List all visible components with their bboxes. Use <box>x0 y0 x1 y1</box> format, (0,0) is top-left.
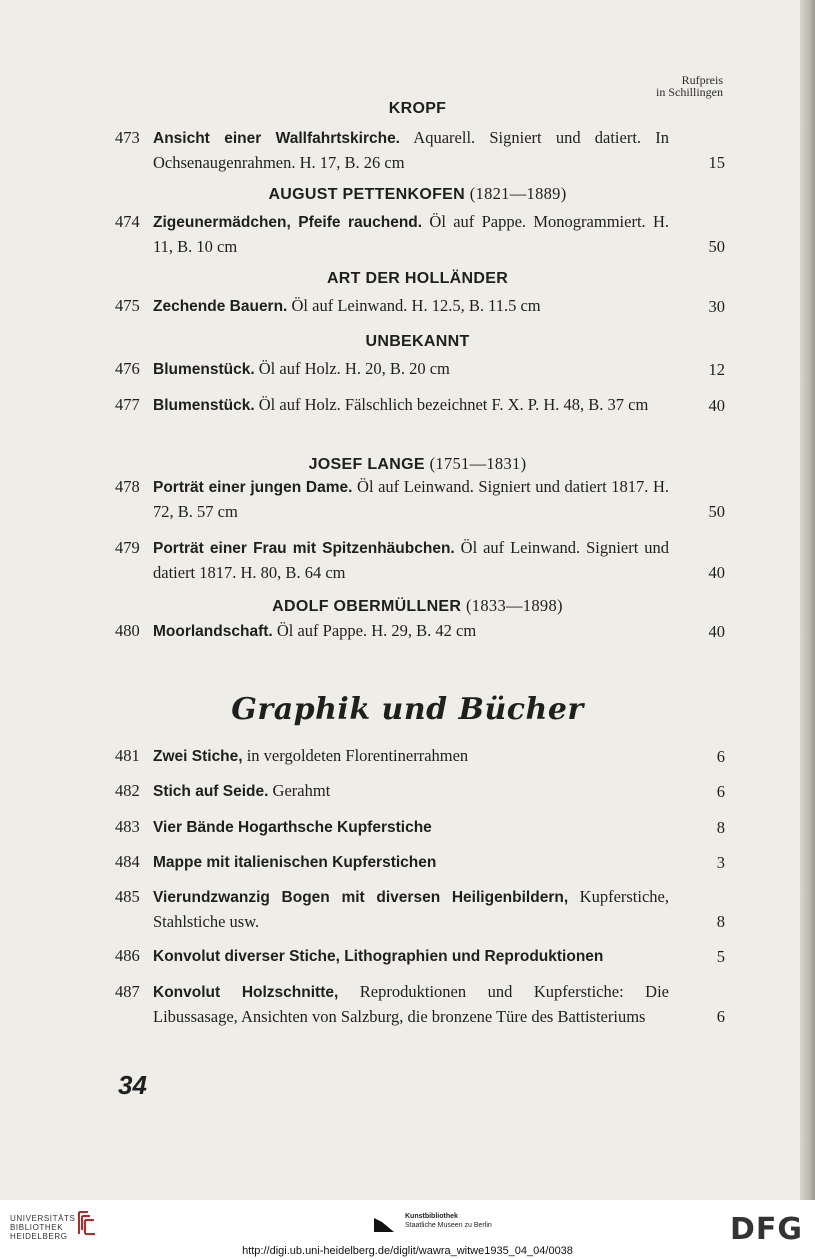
lot-entry <box>115 779 725 804</box>
artist-dates: (1833—1898) <box>466 596 563 615</box>
price-header-line1: Rufpreis <box>681 73 723 87</box>
lot-description: Öl auf Pappe. Monogrammiert. H. 11, B. 10 cm <box>153 212 670 256</box>
lot-entry <box>115 393 725 418</box>
lot-title: Blumenstück. <box>153 361 255 378</box>
lot-description: Gerahmt <box>268 781 331 800</box>
lot-number: 484 <box>115 852 140 871</box>
dfg-logo: DFG <box>729 1212 803 1247</box>
section-heading <box>115 100 720 118</box>
lot-description: Öl auf Leinwand. H. 12.5, B. 11.5 cm <box>287 296 541 315</box>
lot-number: 476 <box>115 359 140 378</box>
uni-line: BIBLIOTHEK <box>10 1223 64 1232</box>
price-header-line2: in Schillingen <box>656 85 723 99</box>
lot-entry <box>115 980 725 1029</box>
lot-number: 483 <box>115 817 140 836</box>
lot-number: 473 <box>115 128 140 147</box>
artist-dates: (1821—1889) <box>469 184 567 203</box>
section-heading <box>115 454 720 474</box>
lot-title: Porträt einer Frau mit Spitzenhäubchen. <box>153 540 455 557</box>
lot-title: Mappe mit italienischen Kupferstichen <box>153 854 437 871</box>
lot-description: Öl auf Holz. Fälschlich bezeichnet F. X. P. H. 48, B. 37 cm <box>254 395 649 414</box>
lot-description: Reproduktionen und Kupferstiche: Die Libussasage, Ansichten von Salzburg, die bronzene Türe des Battisteriums <box>153 982 669 1026</box>
lot-price: 40 <box>708 622 725 641</box>
lot-title: Vier Bände Hogarthsche Kupferstiche <box>153 819 432 836</box>
book-spine-edge <box>800 0 815 1200</box>
lot-number: 486 <box>115 946 140 965</box>
lot-entry <box>115 536 725 585</box>
lot-description: Öl auf Pappe. H. 29, B. 42 cm <box>272 621 477 640</box>
kb-title: Kunstbibliothek <box>405 1213 458 1220</box>
lot-entry <box>115 850 725 875</box>
page-number: 34 <box>118 1070 147 1100</box>
lot-price: 8 <box>716 912 725 931</box>
lot-number: 478 <box>115 477 140 496</box>
lot-title: Zigeunermädchen, Pfeife rauchend. <box>153 214 423 231</box>
lot-entry <box>115 357 725 382</box>
lot-description: Öl auf Leinwand. Signiert und datiert 1817. H. 72, B. 57 cm <box>153 477 669 521</box>
lot-number: 481 <box>115 746 140 765</box>
lot-entry <box>115 126 725 175</box>
university-library-label <box>10 1214 75 1241</box>
lot-entry <box>115 294 725 319</box>
lot-number: 475 <box>115 296 140 315</box>
lot-price: 6 <box>716 1007 725 1026</box>
lot-title: Stich auf Seide. <box>153 783 269 800</box>
lot-title: Moorlandschaft. <box>153 623 273 640</box>
lot-title: Vierundzwanzig Bogen mit diversen Heiligenbildern, <box>153 889 569 906</box>
lot-title: Konvolut diverser Stiche, Lithographien und Reproduktionen <box>153 948 604 965</box>
lot-number: 474 <box>115 212 140 231</box>
lot-title: Zwei Stiche, <box>153 748 243 765</box>
artist-name: ART DER HOLLÄNDER <box>326 270 509 287</box>
lot-price: 5 <box>716 947 725 966</box>
lot-entry <box>115 944 725 969</box>
artist-name: JOSEF LANGE <box>308 456 425 473</box>
artist-name: AUGUST PETTENKOFEN <box>268 186 465 203</box>
section-heading <box>115 596 720 616</box>
lot-price: 3 <box>716 853 725 872</box>
lot-title: Konvolut Holzschnitte, <box>153 984 339 1001</box>
artist-name: KROPF <box>388 100 447 117</box>
graphik-section-title: Graphik und Bücher <box>231 692 584 727</box>
lot-number: 480 <box>115 621 140 640</box>
artist-name: ADOLF OBERMÜLLNER <box>272 598 462 615</box>
lot-description: Aquarell. Signiert und datiert. In Ochsenaugenrahmen. H. 17, B. 26 cm <box>153 128 670 172</box>
lot-description: Kupferstiche, Stahlstiche usw. <box>153 887 669 931</box>
lot-entry <box>115 210 725 259</box>
lot-entry <box>115 885 725 934</box>
lot-price: 50 <box>708 502 725 521</box>
uni-line: UNIVERSITÄTS <box>10 1214 76 1223</box>
lot-price: 30 <box>708 297 725 316</box>
kunstbibliothek-logo-icon <box>370 1210 398 1239</box>
kunstbibliothek-label <box>405 1212 492 1230</box>
section-heading <box>115 333 720 351</box>
lot-description: in vergoldeten Florentinerrahmen <box>242 746 469 765</box>
lot-price: 15 <box>708 153 725 172</box>
lot-price: 12 <box>708 360 725 379</box>
source-url-link[interactable]: http://digi.ub.uni-heidelberg.de/diglit/wawra_witwe1935_04_04/0038 <box>242 1245 573 1257</box>
uni-line: HEIDELBERG <box>10 1232 68 1241</box>
lot-price: 40 <box>708 396 725 415</box>
section-heading <box>115 184 720 204</box>
lot-description: Öl auf Leinwand. Signiert und datiert 1817. H. 80, B. 64 cm <box>153 538 670 582</box>
lot-number: 485 <box>115 887 140 906</box>
lot-entry <box>115 815 725 840</box>
kb-subtitle: Staatliche Museen zu Berlin <box>405 1222 492 1229</box>
lot-price: 50 <box>708 237 725 256</box>
lot-entry <box>115 475 725 524</box>
artist-name: UNBEKANNT <box>365 333 470 350</box>
lot-entry <box>115 619 725 644</box>
lot-price: 40 <box>708 563 725 582</box>
lot-entry <box>115 744 725 769</box>
lot-price: 8 <box>716 818 725 837</box>
lot-number: 477 <box>115 395 140 414</box>
lot-title: Zechende Bauern. <box>153 298 288 315</box>
lot-title: Blumenstück. <box>153 397 255 414</box>
price-column-header <box>656 74 723 98</box>
lot-number: 487 <box>115 982 140 1001</box>
lot-description: Öl auf Holz. H. 20, B. 20 cm <box>254 359 450 378</box>
lot-number: 482 <box>115 781 140 800</box>
digitization-footer <box>0 1200 815 1259</box>
lot-number: 479 <box>115 538 140 557</box>
university-logo-icon <box>76 1210 98 1241</box>
lot-title: Ansicht einer Wallfahrtskirche. <box>153 130 400 147</box>
lot-price: 6 <box>716 747 725 766</box>
lot-price: 6 <box>716 782 725 801</box>
lot-title: Porträt einer jungen Dame. <box>153 479 353 496</box>
section-heading <box>115 270 720 288</box>
artist-dates: (1751—1831) <box>429 454 527 473</box>
